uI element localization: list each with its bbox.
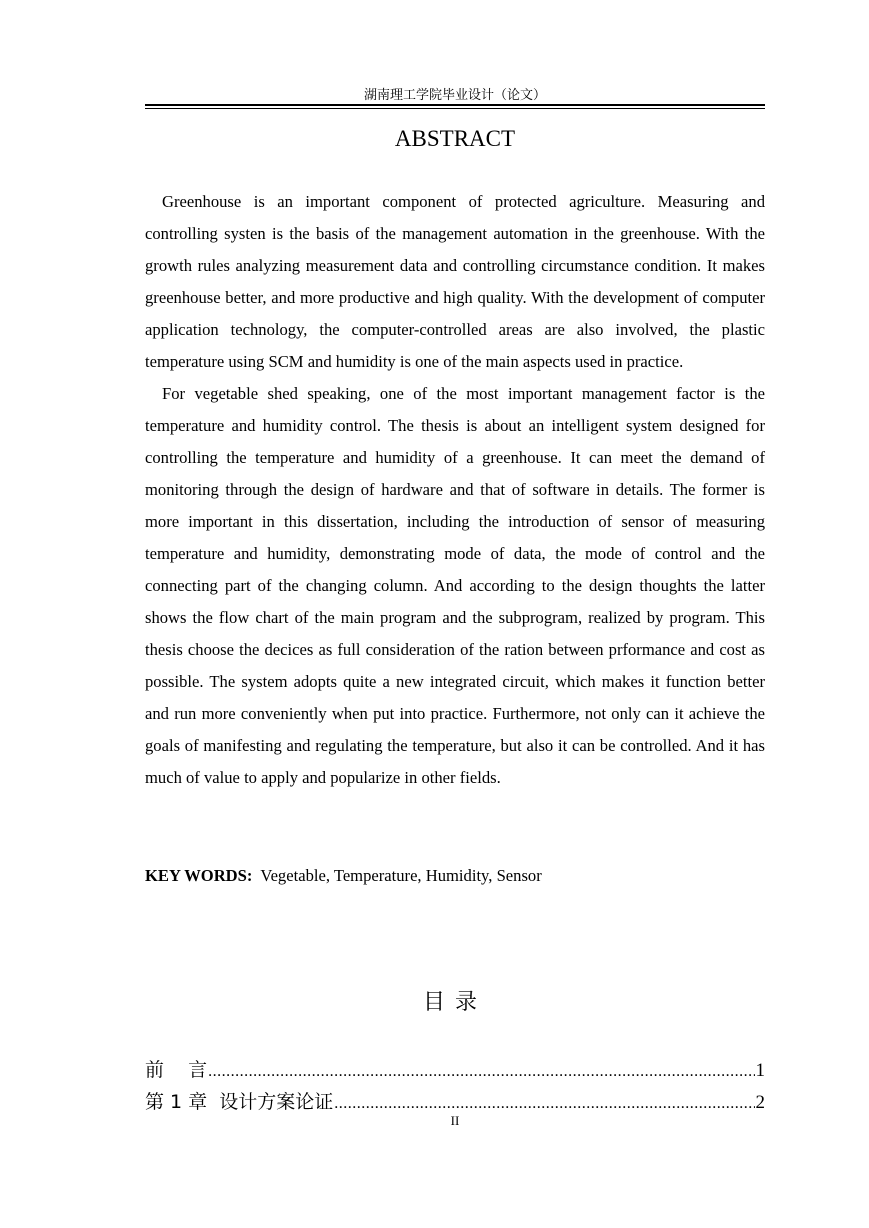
abstract-title: ABSTRACT [394, 126, 516, 151]
keywords-value: Vegetable, Temperature, Humidity, Sensor [260, 866, 542, 885]
keywords-label: KEY WORDS: [145, 866, 253, 885]
table-of-contents [145, 1054, 765, 1118]
header-double-rule [145, 104, 765, 109]
abstract-body [145, 186, 765, 794]
toc-entry-page: 2 [755, 1092, 765, 1113]
toc-title: 目录 [422, 990, 487, 1015]
toc-entry[interactable] [145, 1054, 765, 1086]
page-number: II [450, 1113, 460, 1128]
toc-entry-label: 前 言 [145, 1059, 208, 1081]
toc-entry-page: 1 [755, 1060, 765, 1081]
abstract-paragraph-1: Greenhouse is an important component of protected agriculture. Measuring and controlling systen is the basis of the management automation in the greenhouse. With the growth rules analyzing measurement data and controlling circumstance condition. It makes greenhouse better, and more productive and high quality. With the development of computer application technology, the computer-controlled areas are also involved, the plastic temperature using SCM and humidity is one of the main aspects used in practice. [145, 192, 765, 371]
toc-leader-dots [208, 1056, 754, 1088]
toc-entry-label: 第 1 章 设计方案论证 [145, 1091, 334, 1113]
keywords-line [145, 862, 765, 890]
running-header: 湖南理工学院毕业设计（论文） [363, 87, 546, 102]
abstract-paragraph-2: For vegetable shed speaking, one of the most important management factor is the temperature and humidity control. The thesis is about an intelligent system designed for controlling the temperature and humidity of a greenhouse. It can meet the demand of monitoring through the design of hardware and that of software in details. The former is more important in this dissertation, including the introduction of sensor of measuring temperature and humidity, demonstrating mode of data, the mode of control and the connecting part of the changing column. And according to the design thoughts the latter shows the flow chart of the main program and the subprogram, realized by program. This thesis choose the decices as full consideration of the ration between prformance and cost as possible. The system adopts quite a new integrated circuit, which makes it function better and run more conveniently when put into practice. Furthermore, not only can it achieve the goals of manifesting and regulating the temperature, but also it can be controlled. And it has much of value to apply and popularize in other fields. [145, 384, 765, 787]
